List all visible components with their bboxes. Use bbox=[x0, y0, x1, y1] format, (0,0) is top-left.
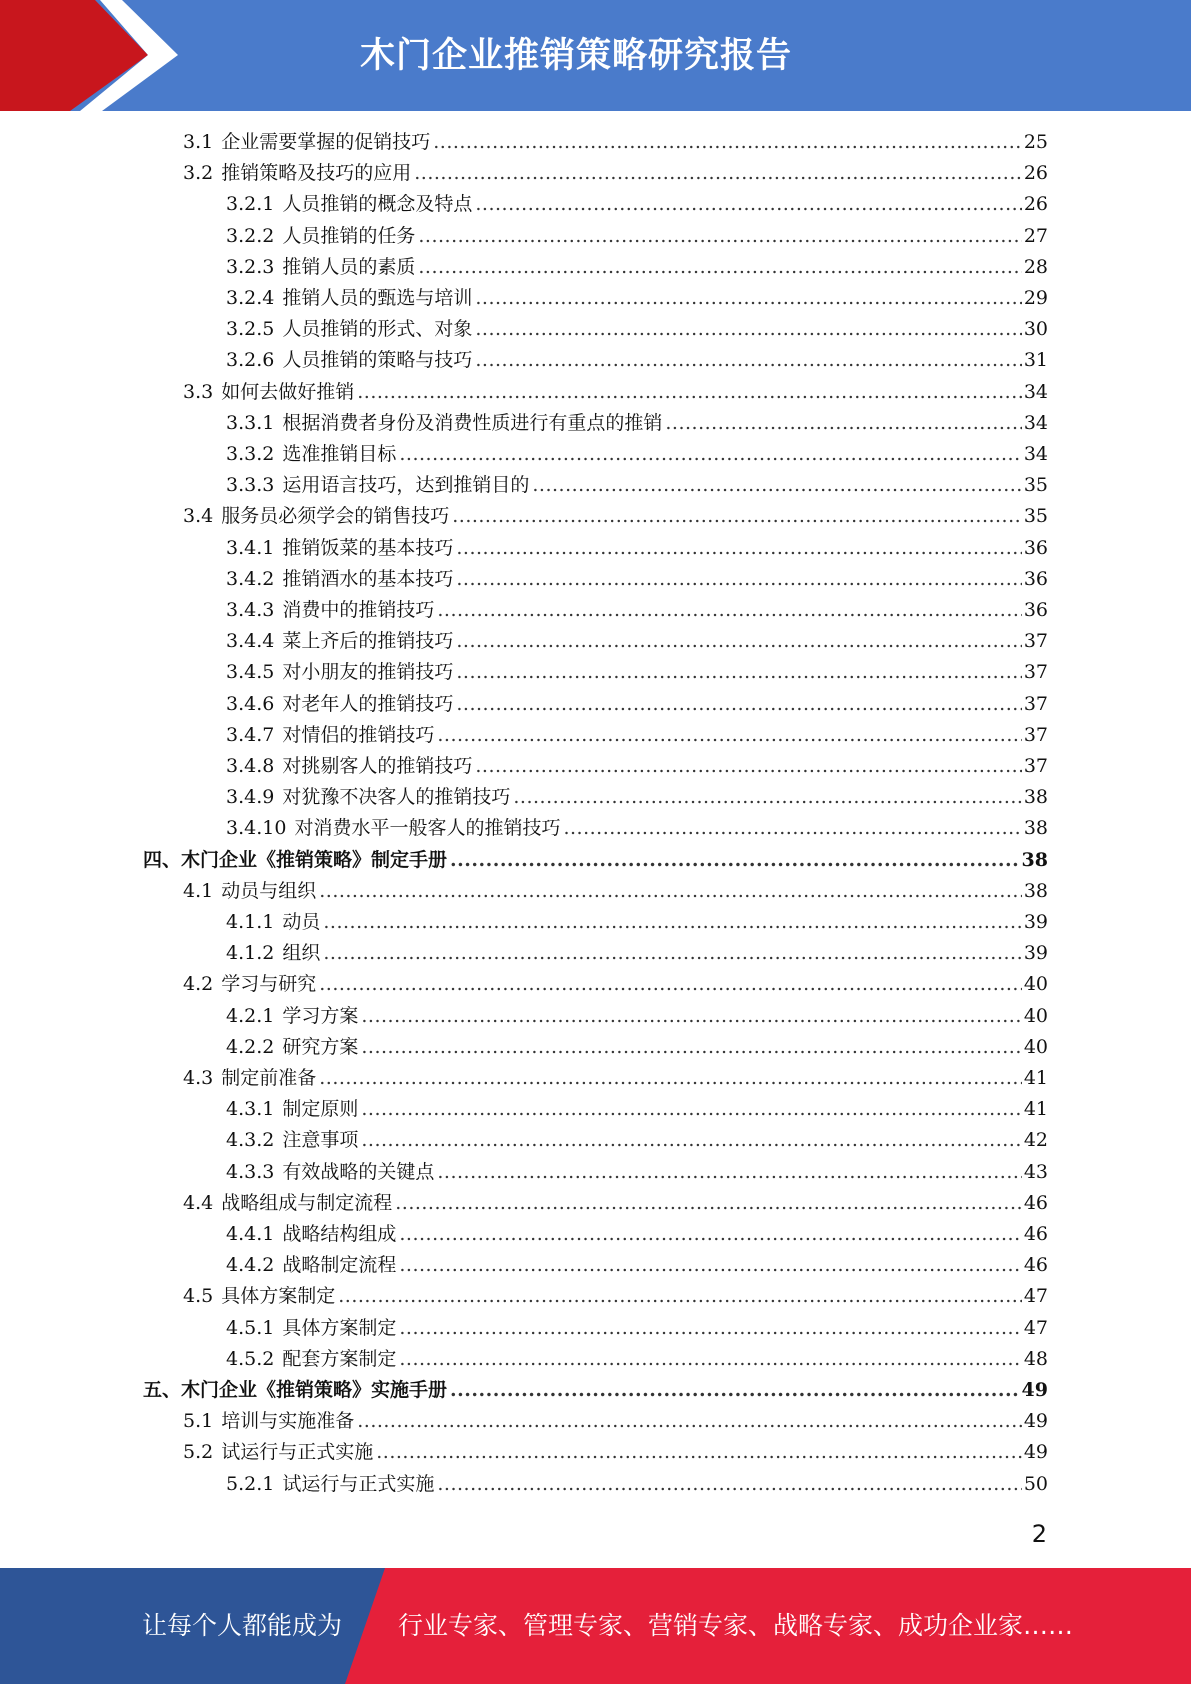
toc-dot-leader bbox=[665, 408, 1021, 439]
toc-entry[interactable] bbox=[226, 1157, 1048, 1188]
toc-entry[interactable] bbox=[226, 1125, 1048, 1156]
toc-entry[interactable] bbox=[226, 221, 1048, 252]
toc-entry-title: 四、木门企业《推销策略》制定手册 bbox=[143, 849, 448, 871]
toc-entry-title: 有效战略的关键点 bbox=[282, 1161, 435, 1183]
toc-entry[interactable] bbox=[183, 501, 1048, 532]
toc-entry-page: 37 bbox=[1023, 661, 1048, 683]
toc-entry-number: 3.4.7 bbox=[226, 724, 275, 746]
toc-entry-title: 人员推销的形式、对象 bbox=[282, 318, 473, 340]
toc-entry-title: 服务员必须学会的销售技巧 bbox=[221, 505, 450, 527]
toc-entry-number: 4.1.2 bbox=[226, 942, 275, 964]
toc-entry-page: 38 bbox=[1021, 849, 1048, 871]
toc-dot-leader bbox=[475, 314, 1021, 345]
toc-entry-title: 试运行与正式实施 bbox=[221, 1441, 374, 1463]
toc-entry-page: 37 bbox=[1023, 724, 1048, 746]
toc-entry-page: 34 bbox=[1023, 443, 1048, 465]
toc-entry-page: 37 bbox=[1023, 755, 1048, 777]
toc-entry-page: 40 bbox=[1023, 973, 1048, 995]
toc-entry-page: 49 bbox=[1021, 1379, 1048, 1401]
toc-entry-page: 36 bbox=[1023, 537, 1048, 559]
toc-entry-number: 3.4.9 bbox=[226, 786, 275, 808]
toc-entry-title: 如何去做好推销 bbox=[221, 381, 355, 403]
toc-dot-leader bbox=[437, 595, 1021, 626]
toc-entry-number: 4.3.3 bbox=[226, 1161, 275, 1183]
toc-entry-page: 35 bbox=[1023, 474, 1048, 496]
toc-dot-leader bbox=[475, 283, 1021, 314]
footer-slogan: 让每个人都能成为 bbox=[142, 1611, 343, 1640]
toc-dot-leader bbox=[395, 1188, 1022, 1219]
toc-entry-title: 企业需要掌握的促销技巧 bbox=[221, 131, 431, 153]
document-title: 木门企业推销策略研究报告 bbox=[360, 36, 793, 76]
toc-entry-number: 3.4.3 bbox=[226, 599, 275, 621]
toc-entry-page: 34 bbox=[1023, 412, 1048, 434]
toc-entry-page: 49 bbox=[1023, 1410, 1048, 1432]
toc-entry-page: 29 bbox=[1023, 287, 1048, 309]
toc-dot-leader bbox=[456, 626, 1021, 657]
toc-dot-leader bbox=[532, 470, 1021, 501]
toc-entry-page: 41 bbox=[1023, 1098, 1048, 1120]
toc-entry-title: 运用语言技巧，达到推销目的 bbox=[282, 474, 530, 496]
toc-entry-page: 34 bbox=[1023, 381, 1048, 403]
toc-dot-leader bbox=[414, 158, 1022, 189]
toc-entry[interactable] bbox=[183, 377, 1048, 408]
toc-entry-number: 4.2.1 bbox=[226, 1005, 275, 1027]
toc-dot-leader bbox=[361, 1094, 1021, 1125]
toc-dot-leader bbox=[475, 751, 1021, 782]
toc-dot-leader bbox=[399, 1250, 1021, 1281]
toc-entry-number: 5.2 bbox=[183, 1441, 214, 1463]
toc-entry-number: 3.2.6 bbox=[226, 349, 275, 371]
toc-entry-number: 4.1.1 bbox=[226, 911, 275, 933]
toc-dot-leader bbox=[338, 1281, 1022, 1312]
toc-entry-page: 37 bbox=[1023, 693, 1048, 715]
toc-entry-title: 具体方案制定 bbox=[221, 1285, 336, 1307]
toc-entry-title: 培训与实施准备 bbox=[221, 1410, 355, 1432]
toc-entry-number: 3.1 bbox=[183, 131, 214, 153]
toc-entry-title: 对情侣的推销技巧 bbox=[282, 724, 435, 746]
toc-entry-title: 制定前准备 bbox=[221, 1067, 317, 1089]
toc-entry-page: 41 bbox=[1023, 1067, 1048, 1089]
toc-entry-number: 4.4 bbox=[183, 1192, 214, 1214]
toc-entry-number: 3.2.5 bbox=[226, 318, 275, 340]
toc-entry-number: 3.4 bbox=[183, 505, 214, 527]
toc-dot-leader bbox=[399, 439, 1021, 470]
toc-entry-number: 3.3.3 bbox=[226, 474, 275, 496]
toc-dot-leader bbox=[399, 1344, 1021, 1375]
toc-entry[interactable] bbox=[226, 595, 1048, 626]
toc-entry-page: 40 bbox=[1023, 1005, 1048, 1027]
toc-entry-title: 注意事项 bbox=[282, 1129, 359, 1151]
toc-entry-title: 推销人员的素质 bbox=[282, 256, 416, 278]
toc-dot-leader bbox=[323, 938, 1021, 969]
page-header bbox=[0, 0, 1191, 111]
toc-entry[interactable] bbox=[226, 439, 1048, 470]
toc-dot-leader bbox=[399, 1219, 1021, 1250]
toc-entry-number: 3.2 bbox=[183, 162, 214, 184]
toc-entry-title: 试运行与正式实施 bbox=[282, 1473, 435, 1495]
toc-entry-title: 菜上齐后的推销技巧 bbox=[282, 630, 454, 652]
toc-entry-number: 3.4.1 bbox=[226, 537, 275, 559]
toc-entry-title: 战略制定流程 bbox=[282, 1254, 397, 1276]
toc-entry-title: 战略结构组成 bbox=[282, 1223, 397, 1245]
toc-entry-number: 3.2.4 bbox=[226, 287, 275, 309]
toc-entry-page: 35 bbox=[1023, 505, 1048, 527]
toc-dot-leader bbox=[456, 689, 1021, 720]
toc-entry[interactable] bbox=[183, 1063, 1048, 1094]
toc-entry-page: 36 bbox=[1023, 568, 1048, 590]
toc-dot-leader bbox=[450, 845, 1020, 876]
toc-chapter-entry[interactable] bbox=[143, 845, 1048, 876]
toc-dot-leader bbox=[357, 377, 1022, 408]
toc-entry-title: 动员 bbox=[282, 911, 321, 933]
toc-entry[interactable] bbox=[183, 1437, 1048, 1468]
toc-entry-page: 50 bbox=[1023, 1473, 1048, 1495]
toc-entry[interactable] bbox=[183, 158, 1048, 189]
toc-dot-leader bbox=[437, 1469, 1021, 1500]
toc-entry[interactable] bbox=[226, 1250, 1048, 1281]
toc-entry[interactable] bbox=[183, 127, 1048, 158]
toc-entry[interactable] bbox=[226, 720, 1048, 751]
toc-entry-title: 学习与研究 bbox=[221, 973, 317, 995]
toc-chapter-entry[interactable] bbox=[143, 1375, 1048, 1406]
toc-entry[interactable] bbox=[183, 876, 1048, 907]
toc-entry-number: 3.4.5 bbox=[226, 661, 275, 683]
toc-entry[interactable] bbox=[226, 1219, 1048, 1250]
toc-entry[interactable] bbox=[226, 564, 1048, 595]
toc-entry-number: 4.1 bbox=[183, 880, 214, 902]
toc-entry[interactable] bbox=[226, 657, 1048, 688]
toc-entry-title: 人员推销的概念及特点 bbox=[282, 193, 473, 215]
toc-entry[interactable] bbox=[226, 782, 1048, 813]
toc-entry-title: 具体方案制定 bbox=[282, 1317, 397, 1339]
toc-entry-number: 3.4.4 bbox=[226, 630, 275, 652]
toc-entry-page: 46 bbox=[1023, 1254, 1048, 1276]
toc-entry-title: 消费中的推销技巧 bbox=[282, 599, 435, 621]
toc-entry[interactable] bbox=[226, 938, 1048, 969]
toc-dot-leader bbox=[323, 907, 1021, 938]
toc-entry-title: 对小朋友的推销技巧 bbox=[282, 661, 454, 683]
toc-entry[interactable] bbox=[226, 252, 1048, 283]
toc-entry-page: 46 bbox=[1023, 1223, 1048, 1245]
toc-entry-title: 五、木门企业《推销策略》实施手册 bbox=[143, 1379, 448, 1401]
toc-entry-page: 47 bbox=[1023, 1317, 1048, 1339]
toc-entry[interactable] bbox=[226, 626, 1048, 657]
toc-entry[interactable] bbox=[183, 1281, 1048, 1312]
toc-dot-leader bbox=[361, 1001, 1021, 1032]
toc-entry-page: 38 bbox=[1023, 786, 1048, 808]
toc-entry-title: 制定原则 bbox=[282, 1098, 359, 1120]
toc-dot-leader bbox=[563, 813, 1021, 844]
toc-entry-title: 对消费水平一般客人的推销技巧 bbox=[294, 817, 561, 839]
toc-entry-title: 研究方案 bbox=[282, 1036, 359, 1058]
toc-dot-leader bbox=[361, 1125, 1021, 1156]
toc-dot-leader bbox=[319, 969, 1022, 1000]
toc-entry-number: 3.2.1 bbox=[226, 193, 275, 215]
toc-entry-title: 动员与组织 bbox=[221, 880, 317, 902]
toc-entry-number: 3.4.8 bbox=[226, 755, 275, 777]
toc-entry[interactable] bbox=[226, 408, 1048, 439]
toc-entry-number: 3.4.2 bbox=[226, 568, 275, 590]
toc-entry[interactable] bbox=[183, 969, 1048, 1000]
toc-dot-leader bbox=[513, 782, 1021, 813]
toc-dot-leader bbox=[437, 720, 1021, 751]
toc-entry[interactable] bbox=[226, 533, 1048, 564]
toc-entry-number: 4.5.1 bbox=[226, 1317, 275, 1339]
toc-entry-number: 3.3.1 bbox=[226, 412, 275, 434]
toc-entry-title: 人员推销的策略与技巧 bbox=[282, 349, 473, 371]
toc-entry[interactable] bbox=[226, 751, 1048, 782]
toc-dot-leader bbox=[450, 1375, 1020, 1406]
toc-entry-title: 战略组成与制定流程 bbox=[221, 1192, 393, 1214]
toc-entry-title: 推销饭菜的基本技巧 bbox=[282, 537, 454, 559]
toc-entry[interactable] bbox=[226, 470, 1048, 501]
toc-entry[interactable] bbox=[226, 283, 1048, 314]
toc-entry[interactable] bbox=[226, 314, 1048, 345]
toc-dot-leader bbox=[452, 501, 1022, 532]
toc-entry-number: 4.3.1 bbox=[226, 1098, 275, 1120]
toc-dot-leader bbox=[361, 1032, 1021, 1063]
toc-entry[interactable] bbox=[226, 1313, 1048, 1344]
toc-entry-title: 对老年人的推销技巧 bbox=[282, 693, 454, 715]
toc-dot-leader bbox=[357, 1406, 1022, 1437]
toc-entry-number: 4.2.2 bbox=[226, 1036, 275, 1058]
toc-entry-title: 人员推销的任务 bbox=[282, 225, 416, 247]
toc-entry-title: 选准推销目标 bbox=[282, 443, 397, 465]
toc-entry-number: 4.2 bbox=[183, 973, 214, 995]
toc-entry-number: 4.3 bbox=[183, 1067, 214, 1089]
toc-entry-number: 4.5 bbox=[183, 1285, 214, 1307]
toc-entry-page: 30 bbox=[1023, 318, 1048, 340]
toc-entry[interactable] bbox=[226, 907, 1048, 938]
toc-entry-page: 36 bbox=[1023, 599, 1048, 621]
toc-entry-title: 对挑剔客人的推销技巧 bbox=[282, 755, 473, 777]
toc-entry-title: 推销策略及技巧的应用 bbox=[221, 162, 412, 184]
toc-entry[interactable] bbox=[226, 1344, 1048, 1375]
toc-entry-page: 37 bbox=[1023, 630, 1048, 652]
toc-entry-title: 学习方案 bbox=[282, 1005, 359, 1027]
toc-entry[interactable] bbox=[226, 1094, 1048, 1125]
toc-entry-page: 47 bbox=[1023, 1285, 1048, 1307]
toc-dot-leader bbox=[399, 1313, 1021, 1344]
toc-entry-title: 推销人员的甄选与培训 bbox=[282, 287, 473, 309]
toc-entry-number: 3.3.2 bbox=[226, 443, 275, 465]
toc-entry-page: 31 bbox=[1023, 349, 1048, 371]
toc-entry-title: 配套方案制定 bbox=[282, 1348, 397, 1370]
toc-entry[interactable] bbox=[226, 1032, 1048, 1063]
toc-entry-number: 3.4.6 bbox=[226, 693, 275, 715]
page-number: 2 bbox=[1031, 1520, 1047, 1548]
toc-entry[interactable] bbox=[226, 689, 1048, 720]
toc-entry[interactable] bbox=[226, 1001, 1048, 1032]
toc-entry-number: 3.3 bbox=[183, 381, 214, 403]
toc-entry-number: 3.2.3 bbox=[226, 256, 275, 278]
toc-entry-title: 推销酒水的基本技巧 bbox=[282, 568, 454, 590]
toc-dot-leader bbox=[456, 657, 1021, 688]
toc-dot-leader bbox=[456, 533, 1021, 564]
toc-dot-leader bbox=[475, 189, 1021, 220]
toc-dot-leader bbox=[418, 221, 1021, 252]
toc-dot-leader bbox=[418, 252, 1021, 283]
toc-entry[interactable] bbox=[226, 1469, 1048, 1500]
toc-entry[interactable] bbox=[226, 813, 1048, 844]
toc-entry-number: 4.4.1 bbox=[226, 1223, 275, 1245]
toc-entry-page: 40 bbox=[1023, 1036, 1048, 1058]
toc-entry-number: 4.5.2 bbox=[226, 1348, 275, 1370]
toc-entry[interactable] bbox=[226, 189, 1048, 220]
toc-dot-leader bbox=[437, 1157, 1021, 1188]
toc-entry-page: 25 bbox=[1023, 131, 1048, 153]
toc-entry[interactable] bbox=[183, 1188, 1048, 1219]
toc-entry[interactable] bbox=[226, 345, 1048, 376]
toc-entry-page: 43 bbox=[1023, 1161, 1048, 1183]
toc-entry-page: 28 bbox=[1023, 256, 1048, 278]
toc-dot-leader bbox=[376, 1437, 1022, 1468]
toc-entry-page: 27 bbox=[1023, 225, 1048, 247]
page-footer bbox=[0, 1568, 1191, 1684]
toc-entry[interactable] bbox=[183, 1406, 1048, 1437]
toc-entry-number: 4.3.2 bbox=[226, 1129, 275, 1151]
toc-entry-title: 根据消费者身份及消费性质进行有重点的推销 bbox=[282, 412, 663, 434]
toc-entry-number: 3.2.2 bbox=[226, 225, 275, 247]
toc-dot-leader bbox=[319, 876, 1022, 907]
toc-entry-number: 4.4.2 bbox=[226, 1254, 275, 1276]
toc-entry-page: 39 bbox=[1023, 911, 1048, 933]
footer-roles: 行业专家、管理专家、营销专家、战略专家、成功企业家…… bbox=[398, 1611, 1074, 1640]
toc-dot-leader bbox=[433, 127, 1022, 158]
toc-entry-page: 38 bbox=[1023, 880, 1048, 902]
toc-entry-title: 组织 bbox=[282, 942, 321, 964]
toc-entry-page: 49 bbox=[1023, 1441, 1048, 1463]
toc-entry-page: 42 bbox=[1023, 1129, 1048, 1151]
toc-dot-leader bbox=[475, 345, 1021, 376]
toc-entry-page: 26 bbox=[1023, 193, 1048, 215]
toc-entry-number: 5.2.1 bbox=[226, 1473, 275, 1495]
toc-dot-leader bbox=[456, 564, 1021, 595]
toc-entry-page: 38 bbox=[1023, 817, 1048, 839]
toc-dot-leader bbox=[319, 1063, 1022, 1094]
toc-entry-page: 46 bbox=[1023, 1192, 1048, 1214]
toc-entry-number: 3.4.10 bbox=[226, 817, 287, 839]
toc-entry-page: 39 bbox=[1023, 942, 1048, 964]
toc-entry-title: 对犹豫不决客人的推销技巧 bbox=[282, 786, 511, 808]
toc-entry-number: 5.1 bbox=[183, 1410, 214, 1432]
toc-entry-page: 48 bbox=[1023, 1348, 1048, 1370]
toc-entry-page: 26 bbox=[1023, 162, 1048, 184]
